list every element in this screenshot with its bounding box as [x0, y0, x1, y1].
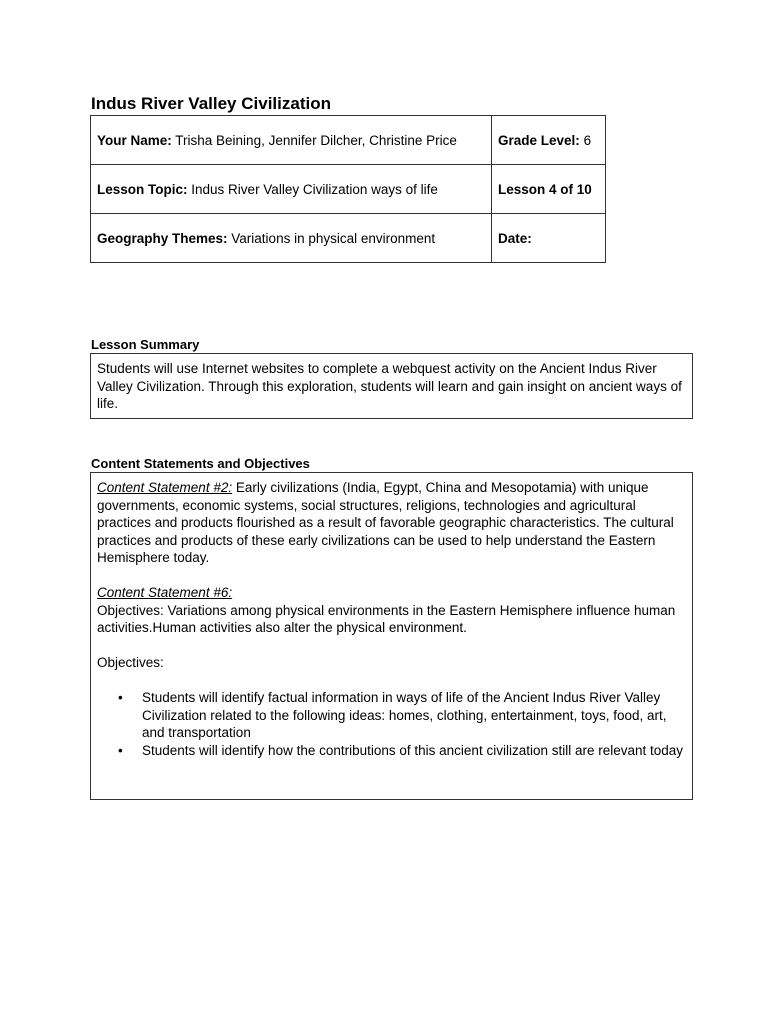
objectives-list [97, 689, 686, 759]
topic-label: Lesson Topic: [97, 181, 188, 197]
lesson-number-label: Lesson 4 of 10 [498, 181, 592, 197]
lesson-number-cell [492, 165, 606, 214]
content-statements-box [90, 472, 693, 800]
topic-value: Indus River Valley Civilization ways of life [191, 181, 438, 197]
date-cell [492, 214, 606, 263]
objective-text: Students will identify factual information in ways of life of the Ancient Indus River Valley Civilization related to the following ideas: homes, clothing, entertainment, toys, food, art, and transportation [142, 690, 667, 740]
table-row [91, 165, 606, 214]
themes-label: Geography Themes: [97, 230, 228, 246]
content-statement-2 [97, 479, 686, 567]
objective-text: Students will identify how the contributions of this ancient civilization still are relevant today [142, 742, 684, 758]
grade-cell [492, 116, 606, 165]
lesson-summary-heading: Lesson Summary [91, 337, 200, 352]
lesson-summary-box [90, 353, 693, 419]
list-item [118, 689, 686, 742]
content-statement-6-text: Objectives: Variations among physical environments in the Eastern Hemisphere influence human activities.Human activities also alter the physical environment. [97, 602, 676, 635]
table-row [91, 116, 606, 165]
bullet-icon: • [118, 742, 123, 758]
date-label: Date: [498, 230, 532, 246]
grade-value: 6 [583, 132, 592, 148]
lesson-summary-text: Students will use Internet websites to complete a webquest activity on the Ancient Indus River Valley Civilization. Through this exploration, students will learn and gain insight on ancient ways of life. [97, 361, 682, 411]
name-value: Trisha Beining, Jennifer Dilcher, Christine Price [175, 132, 457, 148]
lesson-info-table [90, 115, 606, 263]
content-statement-6-label: Content Statement #6: [97, 585, 233, 600]
objectives-label: Objectives: [97, 655, 164, 670]
bullet-icon: • [118, 690, 123, 705]
topic-cell [91, 165, 492, 214]
content-statement-6-heading [97, 584, 686, 602]
name-cell [91, 116, 492, 165]
page-title: Indus River Valley Civilization [91, 94, 331, 113]
list-item [118, 742, 686, 760]
themes-cell [91, 214, 492, 263]
themes-value: Variations in physical environment [231, 230, 436, 246]
grade-label: Grade Level: [498, 132, 580, 148]
table-row [91, 214, 606, 263]
content-statement-2-label: Content Statement #2: [97, 480, 233, 495]
content-statements-heading: Content Statements and Objectives [91, 456, 310, 471]
content-statement-2-text: Early civilizations (India, Egypt, China and Mesopotamia) with unique governments, economic systems, social structures, religions, technologies and agricultural practices and products flourished as a result of favorable geographic characteristics. The cultural practices and products of these early civilizations can be used to help understand the Eastern Hemisphere today. [97, 480, 674, 565]
name-label: Your Name: [97, 132, 172, 148]
